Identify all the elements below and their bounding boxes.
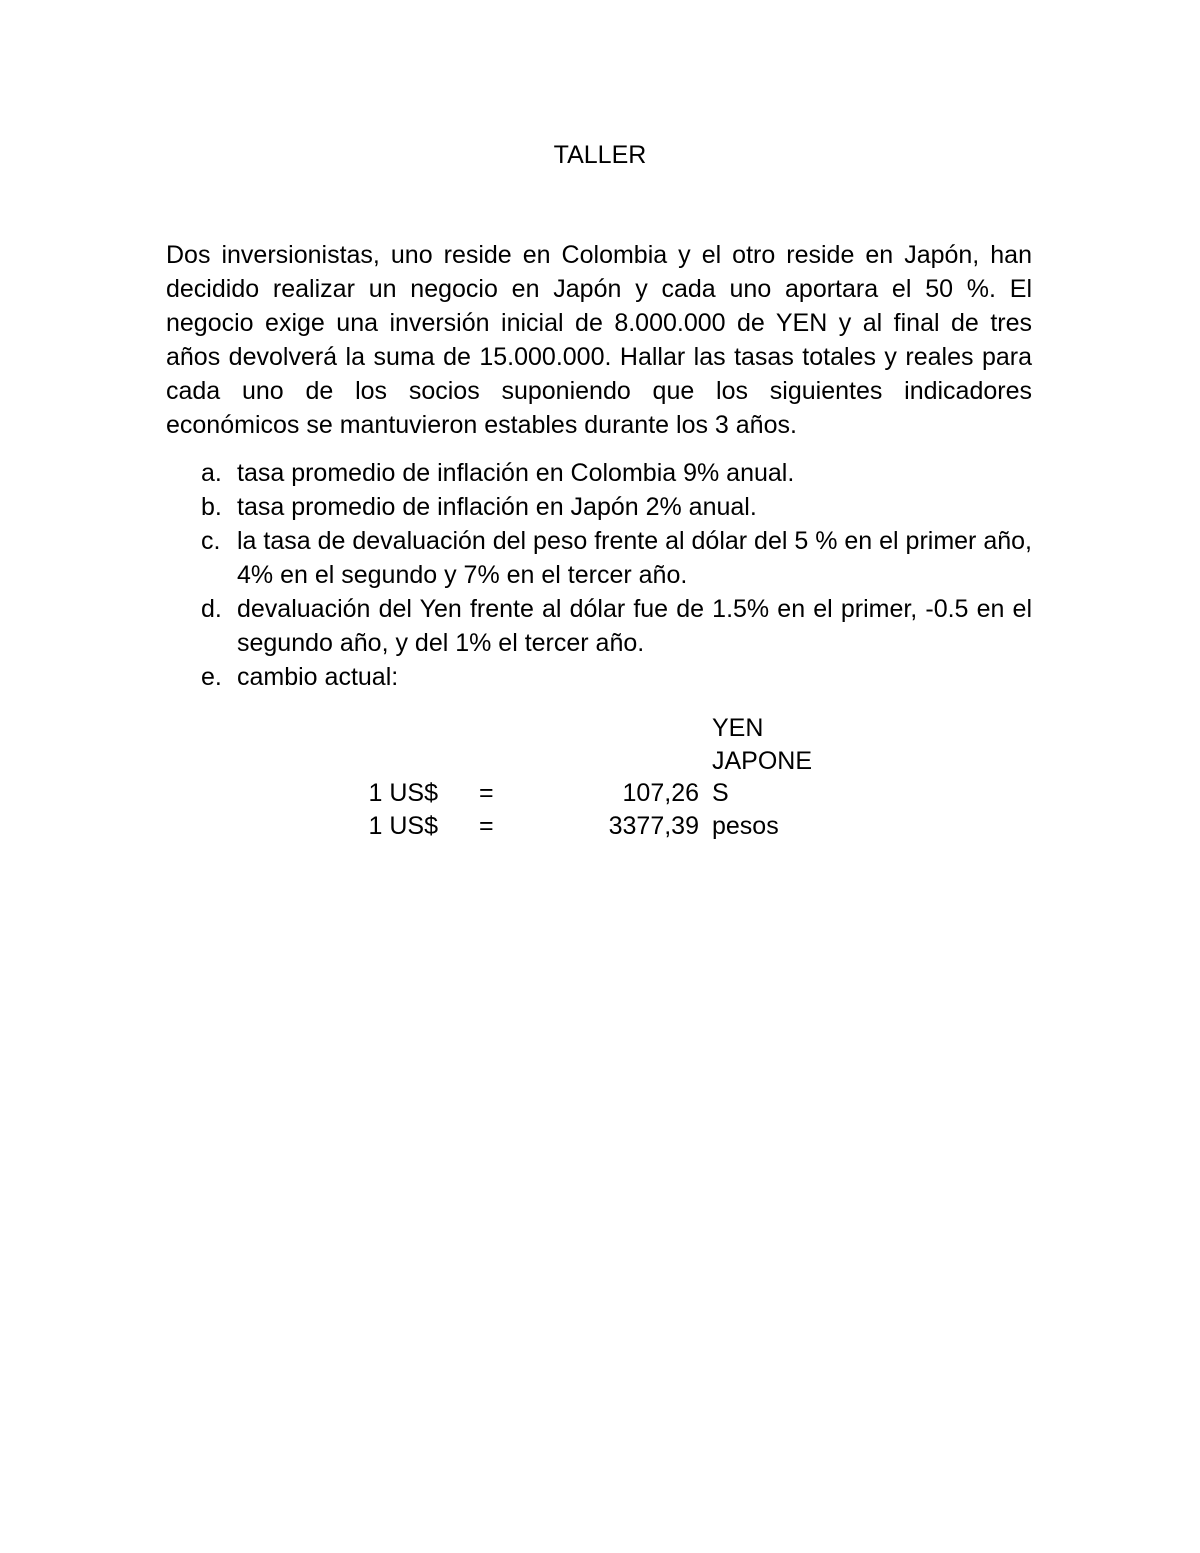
list-item-text: tasa promedio de inflación en Colombia 9% anual. [237,459,795,487]
list-item-text: cambio actual: [237,663,399,691]
indicator-list [196,456,1032,694]
problem-statement: Dos inversionistas, uno reside en Colombia y el otro reside en Japón, han decidido realizar un negocio en Japón y cada uno aportara el 50 %. El negocio exige una inversión inicial de 8.000.000 de YEN y al final de tres años devolverá la suma de 15.000.000. Hallar las tasas totales y reales para cada uno de los socios suponiendo que los siguientes indicadores económicos se mantuvieron estables durante los 3 años. [166,241,1032,439]
list-marker: e. [201,663,222,691]
rate-row-2-currency: pesos [712,812,779,840]
list-marker: a. [201,459,222,487]
list-item [196,592,1032,660]
list-marker: b. [201,493,222,521]
list-item [196,660,1032,694]
list-marker: c. [201,527,221,555]
rate-row-2-equals: = [479,812,494,840]
list-item [196,456,1032,490]
document-title: TALLER [553,141,647,169]
list-item-text: tasa promedio de inflación en Japón 2% anual. [237,493,757,521]
list-item-text: devaluación del Yen frente al dólar fue de 1.5% en el primer, -0.5 en el segundo año, y del 1% el tercer año. [237,595,1032,657]
rate-row-1-unit: 1 US$ [368,779,438,807]
list-item-text: la tasa de devaluación del peso frente al dólar del 5 % en el primer año, 4% en el segundo y 7% en el tercer año. [237,527,1032,589]
rate-row-1-value: 107,26 [622,779,699,807]
list-item [196,490,1032,524]
rate-row-1-currency: S [712,779,729,807]
currency-header-line2: JAPONE [712,747,813,775]
rate-row-1-equals: = [479,779,494,807]
list-item [196,524,1032,592]
rate-row-2-unit: 1 US$ [368,812,438,840]
currency-header-line1: YEN [712,714,764,742]
rate-row-2-value: 3377,39 [608,812,699,840]
list-marker: d. [201,595,222,623]
